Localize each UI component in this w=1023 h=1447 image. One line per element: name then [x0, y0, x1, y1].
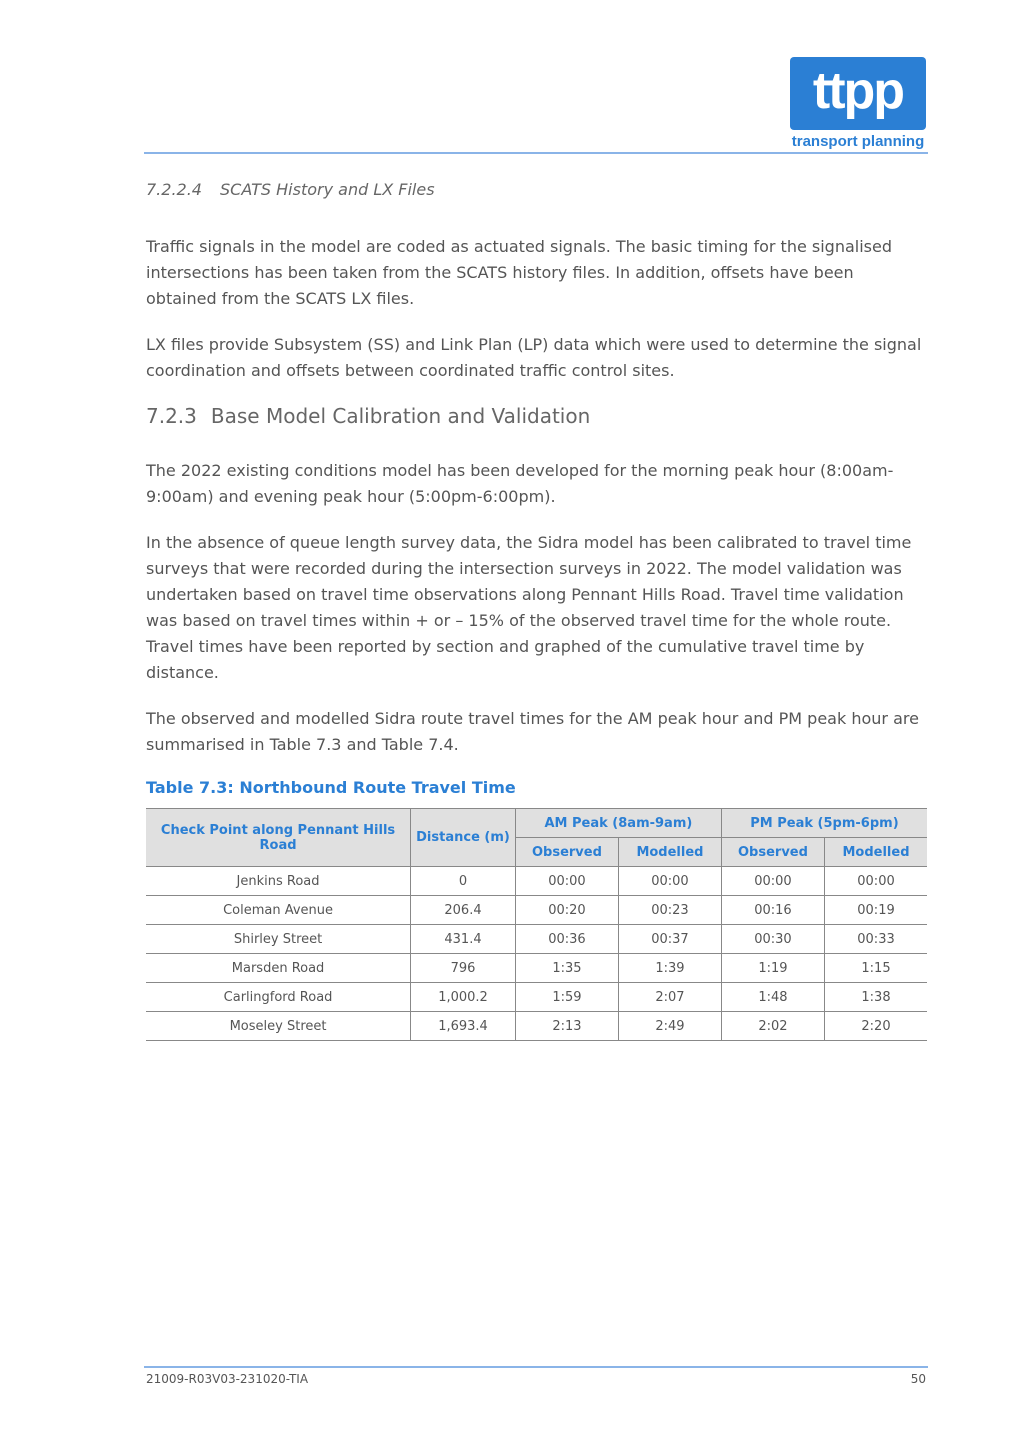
cell: Moseley Street [146, 1012, 411, 1041]
cell: 00:36 [515, 925, 618, 954]
header-rule [144, 152, 928, 154]
cell: 00:19 [825, 896, 928, 925]
col-pm-observed: Observed [721, 838, 824, 867]
cell: 00:33 [825, 925, 928, 954]
cell: 2:20 [825, 1012, 928, 1041]
cell: 1:35 [515, 954, 618, 983]
cell: 00:00 [825, 867, 928, 896]
paragraph: LX files provide Subsystem (SS) and Link Plan (LP) data which were used to determine the signal coordination and offsets between coordinated traffic control sites. [146, 335, 922, 380]
heading-number: 7.2.3 [146, 404, 197, 428]
cell: 00:00 [618, 867, 721, 896]
col-pm-peak: PM Peak (5pm-6pm) [721, 809, 927, 838]
footer-rule [144, 1366, 928, 1368]
col-distance: Distance (m) [411, 809, 516, 867]
cell: 00:16 [721, 896, 824, 925]
heading-7-2-2-4 [146, 180, 926, 199]
table-row [146, 896, 927, 925]
cell: 1:39 [618, 954, 721, 983]
heading-7-2-3 [146, 404, 926, 428]
heading-title: SCATS History and LX Files [220, 180, 435, 199]
col-am-peak: AM Peak (8am-9am) [515, 809, 721, 838]
cell: 00:23 [618, 896, 721, 925]
cell: Jenkins Road [146, 867, 411, 896]
cell: 431.4 [411, 925, 516, 954]
cell: Carlingford Road [146, 983, 411, 1012]
cell: 1:15 [825, 954, 928, 983]
paragraph: The 2022 existing conditions model has been developed for the morning peak hour (8:00am-9:00am) and evening peak hour (5:00pm-6:00pm). [146, 461, 894, 506]
table-row [146, 1012, 927, 1041]
cell: 1:19 [721, 954, 824, 983]
cell: Marsden Road [146, 954, 411, 983]
cell: Coleman Avenue [146, 896, 411, 925]
table-row [146, 867, 927, 896]
logo-subtitle: transport planning [791, 133, 925, 150]
table-caption: Table 7.3: Northbound Route Travel Time [146, 778, 516, 797]
cell: 2:13 [515, 1012, 618, 1041]
heading-title: Base Model Calibration and Validation [210, 404, 591, 428]
ttpp-logo: ttpp [790, 57, 926, 130]
page-number: 50 [910, 1372, 926, 1386]
cell: 00:30 [721, 925, 824, 954]
cell: 00:20 [515, 896, 618, 925]
col-am-observed: Observed [515, 838, 618, 867]
col-pm-modelled: Modelled [825, 838, 928, 867]
cell: 1:59 [515, 983, 618, 1012]
cell: 00:00 [721, 867, 824, 896]
cell: 796 [411, 954, 516, 983]
cell: 206.4 [411, 896, 516, 925]
cell: 0 [411, 867, 516, 896]
paragraph: The observed and modelled Sidra route travel times for the AM peak hour and PM peak hour are summarised in Table 7.3 and Table 7.4. [146, 709, 919, 754]
cell: Shirley Street [146, 925, 411, 954]
col-am-modelled: Modelled [618, 838, 721, 867]
cell: 2:49 [618, 1012, 721, 1041]
cell: 2:07 [618, 983, 721, 1012]
cell: 1:38 [825, 983, 928, 1012]
document-reference: 21009-R03V03-231020-TIA [146, 1372, 309, 1386]
cell: 2:02 [721, 1012, 824, 1041]
cell: 1:48 [721, 983, 824, 1012]
cell: 1,000.2 [411, 983, 516, 1012]
cell: 00:00 [515, 867, 618, 896]
table-row [146, 983, 927, 1012]
table-row [146, 925, 927, 954]
cell: 1,693.4 [411, 1012, 516, 1041]
paragraph: In the absence of queue length survey data, the Sidra model has been calibrated to travel time surveys that were recorded during the intersection surveys in 2022. The model validation was undertaken based on travel time observations along Pennant Hills Road. Travel time validation was based on travel times within + or – 15% of the observed travel time for the whole route. Travel times have been reported by section and graphed of the cumulative travel time by distance. [146, 533, 912, 682]
table-row [146, 954, 927, 983]
col-check-point: Check Point along Pennant Hills Road [146, 809, 411, 867]
page-content [146, 180, 926, 1041]
paragraph: Traffic signals in the model are coded as actuated signals. The basic timing for the signalised intersections has been taken from the SCATS history files. In addition, offsets have been obtained from the SCATS LX files. [146, 237, 892, 308]
heading-number: 7.2.2.4 [146, 180, 202, 199]
cell: 00:37 [618, 925, 721, 954]
travel-time-table [146, 808, 927, 1041]
